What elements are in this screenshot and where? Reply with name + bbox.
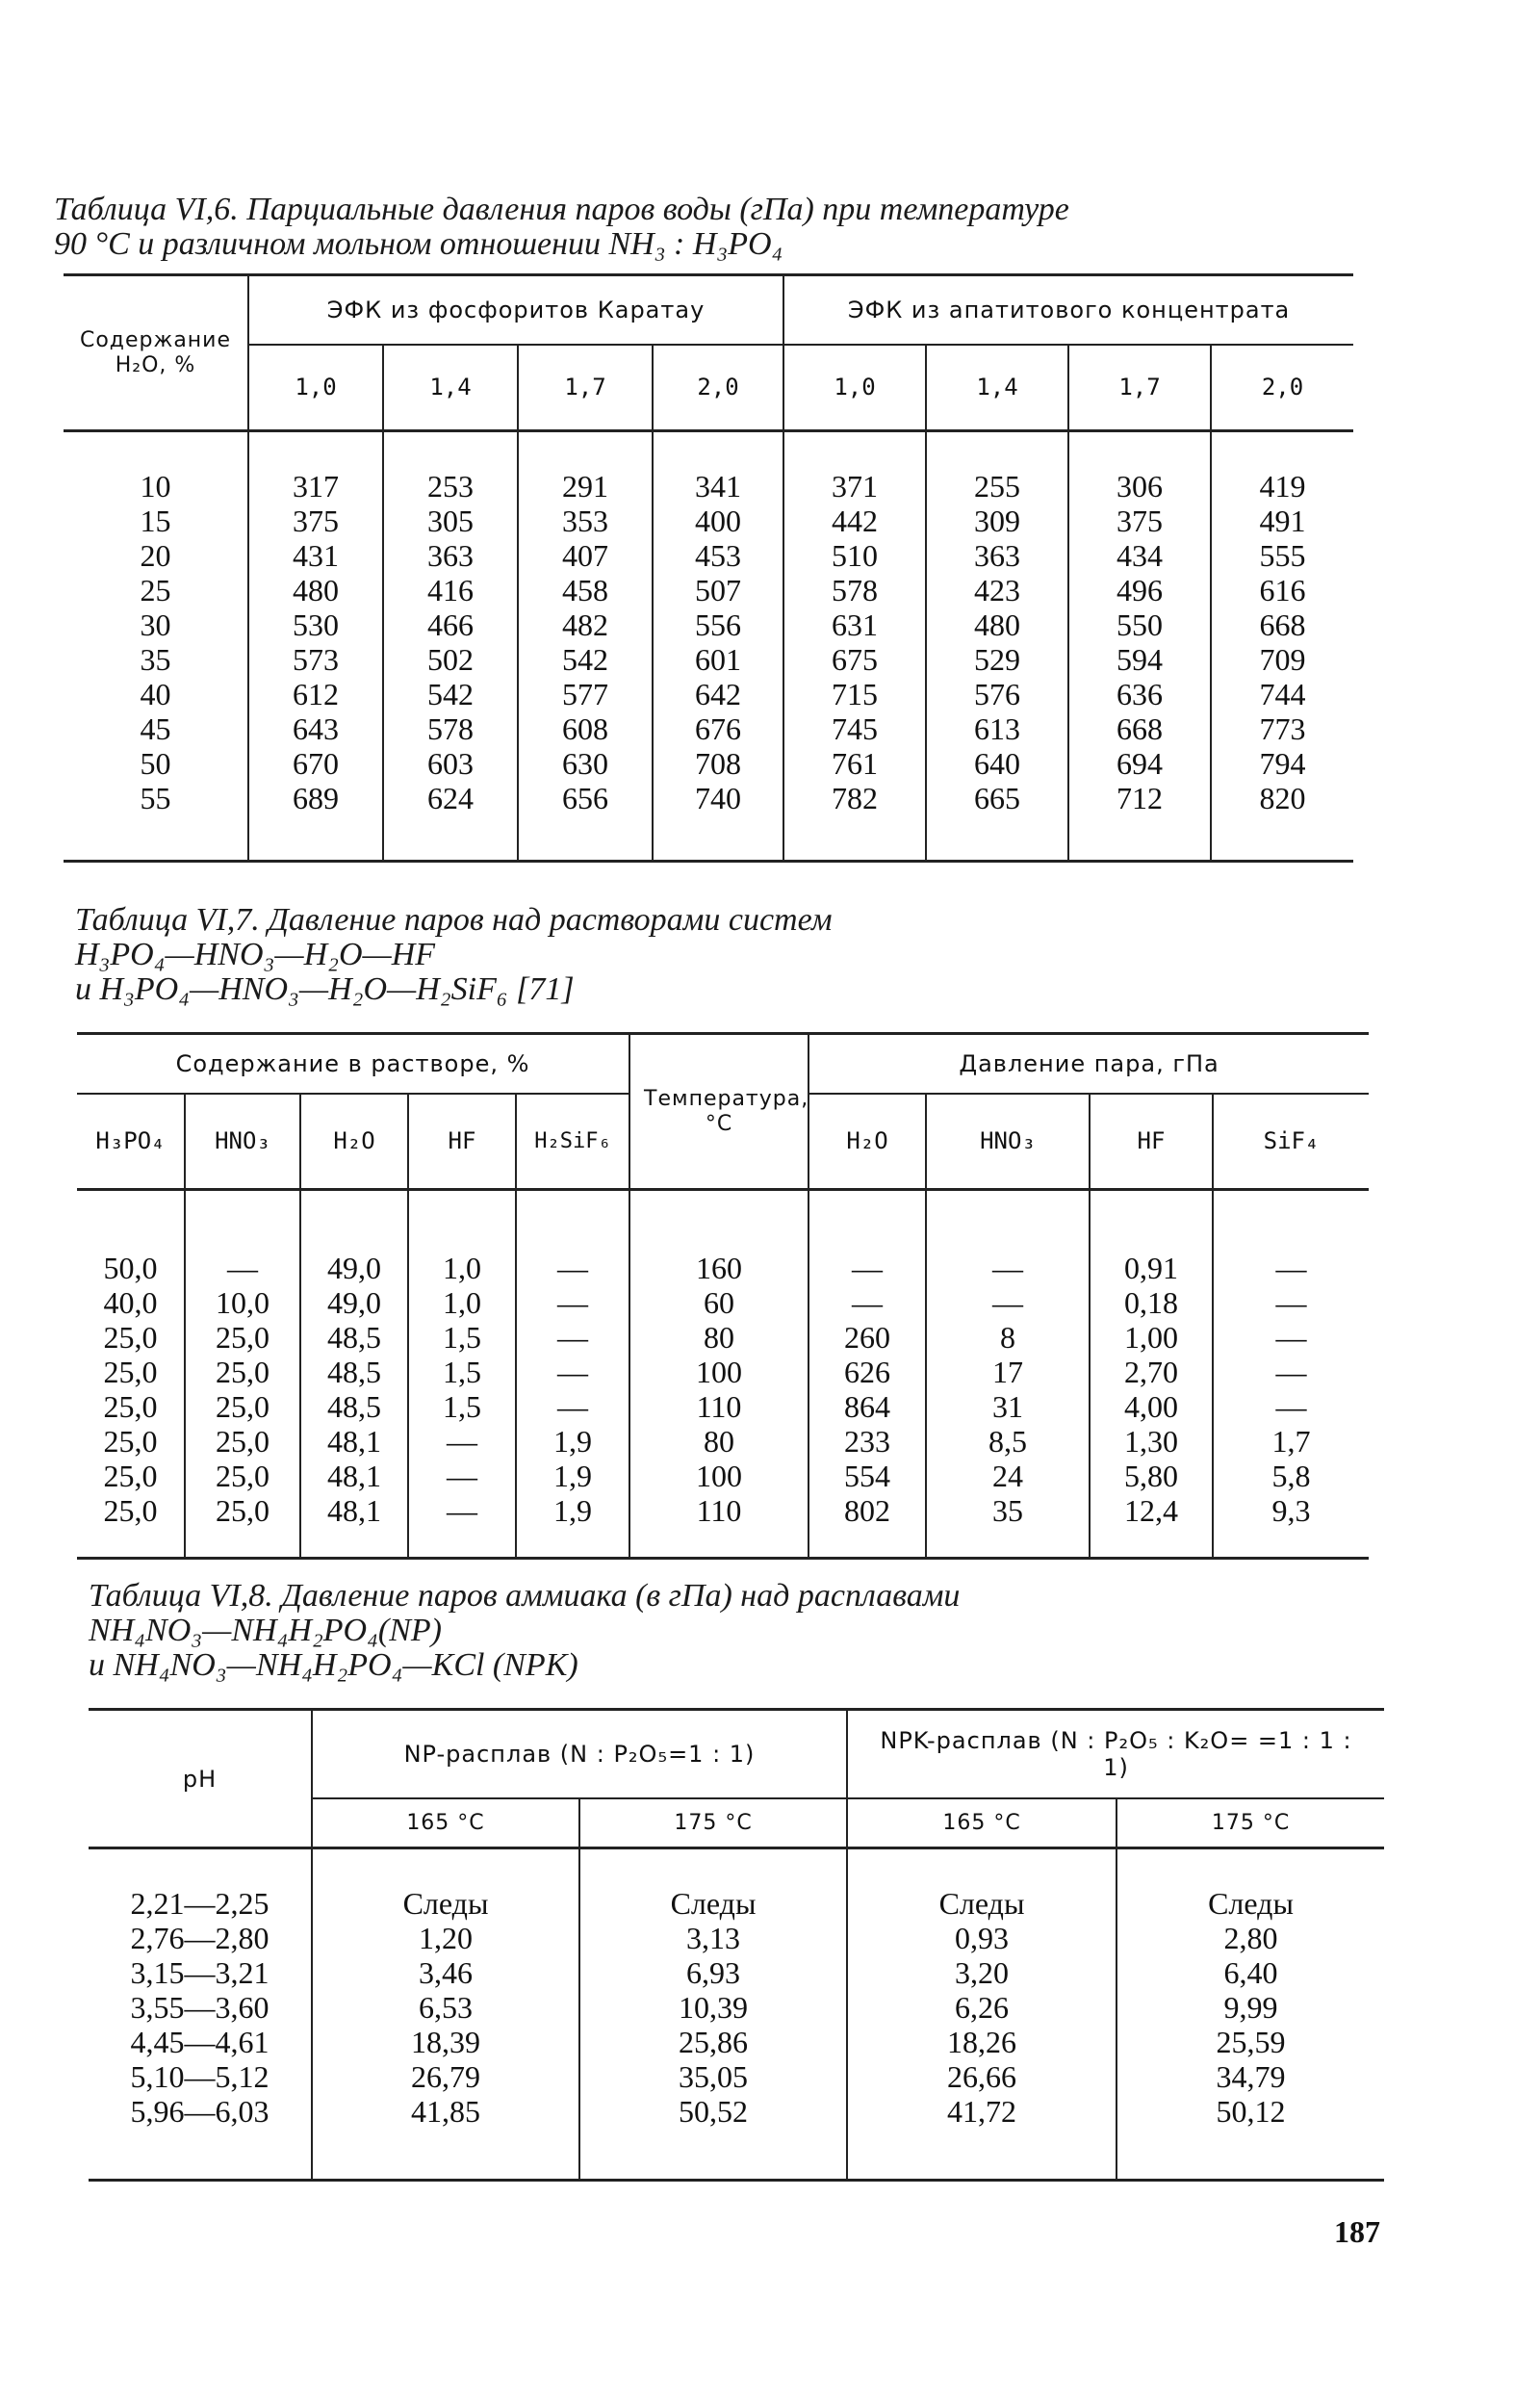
- table-cell: 5,8: [1271, 1459, 1311, 1493]
- table-cell: 665: [974, 781, 1021, 815]
- table-cell: 482: [562, 607, 608, 642]
- table-cell: 6,26: [955, 1990, 1010, 2025]
- table-cell: 491: [1259, 504, 1306, 538]
- table8-ph-header: pH: [182, 1765, 218, 1793]
- table-cell: 309: [974, 504, 1021, 538]
- table-cell: 442: [832, 504, 879, 538]
- caption-line: H₃PO₄—HNO₃—H₂O—HF: [75, 937, 436, 972]
- table-cell: 353: [562, 504, 608, 538]
- table-cell: 626: [844, 1355, 890, 1389]
- table-cell: 110: [696, 1493, 742, 1528]
- table7-column: [408, 1190, 516, 1559]
- table8-temp-header: 175 °C: [1116, 1798, 1384, 1848]
- table-cell: 6,40: [1223, 1955, 1278, 1990]
- table-cell: 48,5: [327, 1355, 381, 1389]
- table6-ratio-header: 1,7: [518, 345, 653, 431]
- table-cell: 41,72: [947, 2094, 1017, 2129]
- table-cell: 160: [696, 1251, 742, 1285]
- table-cell: 6,93: [686, 1955, 740, 1990]
- table-cell: 25,0: [103, 1355, 158, 1389]
- table-cell: 4,00: [1124, 1389, 1178, 1424]
- table6-ratio-header: 2,0: [1211, 345, 1353, 431]
- caption-line: Таблица VI,7. Давление паров над растворами систем: [75, 902, 833, 938]
- table-cell: 375: [1116, 504, 1164, 538]
- table-cell: 25,0: [216, 1355, 270, 1389]
- table7-sub-header: SiF₄: [1213, 1094, 1369, 1190]
- table-cell: 25: [140, 573, 171, 607]
- table-cell: 502: [427, 642, 474, 677]
- table-cell: 41,85: [411, 2094, 480, 2129]
- table-cell: 49,0: [327, 1285, 381, 1320]
- table6-ratio-header: 1,0: [248, 345, 383, 431]
- table-cell: 110: [696, 1389, 742, 1424]
- table-cell: 48,1: [327, 1424, 381, 1459]
- table-cell: 25,0: [103, 1424, 158, 1459]
- table6-body: [64, 431, 1353, 862]
- table-cell: 9,3: [1271, 1493, 1311, 1528]
- table-cell: —: [992, 1285, 1023, 1320]
- table-cell: 400: [695, 504, 742, 538]
- table-cell: 761: [832, 746, 879, 781]
- table-cell: 542: [427, 677, 474, 711]
- table6-column: [1068, 431, 1211, 862]
- table-cell: 676: [695, 711, 742, 746]
- table-cell: 291: [562, 469, 608, 504]
- table-cell: 507: [695, 573, 742, 607]
- table-cell: 10,39: [679, 1990, 748, 2025]
- caption-line: 90 °C и различном мольном отношении NH₃ : H₃PO₄: [54, 226, 783, 262]
- table6-ratio-header: 2,0: [653, 345, 783, 431]
- table-cell: 612: [293, 677, 339, 711]
- table-cell: 8,5: [988, 1424, 1027, 1459]
- table8-npk-header: NPK-расплав (N : P₂O₅ : K₂O= =1 : 1 : 1): [847, 1710, 1384, 1798]
- table-cell: 1,0: [443, 1251, 481, 1285]
- table-cell: 25,0: [216, 1424, 270, 1459]
- table-cell: 419: [1259, 469, 1306, 504]
- table-cell: 642: [695, 677, 742, 711]
- table-cell: 1,5: [443, 1320, 481, 1355]
- table8-column: [579, 1848, 847, 2181]
- table-cell: 100: [696, 1459, 742, 1493]
- table-cell: 1,9: [553, 1459, 592, 1493]
- table-cell: 616: [1259, 573, 1306, 607]
- table-cell: 556: [695, 607, 742, 642]
- table-cell: 3,46: [419, 1955, 473, 1990]
- table-cell: 423: [974, 573, 1021, 607]
- table-cell: 453: [695, 538, 742, 573]
- table-cell: 25,0: [103, 1493, 158, 1528]
- table-cell: 740: [695, 781, 742, 815]
- caption-line: NH₄NO₃—NH₄H₂PO₄(NP): [89, 1613, 442, 1648]
- table-cell: 431: [293, 538, 339, 573]
- table-cell: 26,79: [411, 2059, 480, 2094]
- table-cell: 745: [832, 711, 879, 746]
- table-cell: 48,5: [327, 1389, 381, 1424]
- table-cell: 2,80: [1223, 1921, 1278, 1955]
- table-cell: 643: [293, 711, 339, 746]
- table6-column: [383, 431, 518, 862]
- table7: [77, 1032, 1369, 1560]
- table-cell: 529: [974, 642, 1021, 677]
- table-cell: 802: [844, 1493, 890, 1528]
- table-cell: 624: [427, 781, 474, 815]
- table-cell: 1,7: [1271, 1424, 1311, 1459]
- table7-column: [516, 1190, 629, 1559]
- table6-col0-header: Содержание H₂O, %: [64, 275, 248, 431]
- table-cell: 31: [992, 1389, 1023, 1424]
- table-cell: 550: [1116, 607, 1164, 642]
- table-cell: 577: [562, 677, 608, 711]
- table-cell: 80: [704, 1320, 734, 1355]
- table8: [89, 1708, 1384, 2182]
- table-cell: 25,0: [103, 1320, 158, 1355]
- table7-sub-header: H₂O: [300, 1094, 408, 1190]
- table-cell: —: [447, 1459, 477, 1493]
- table8-column: [847, 1848, 1116, 2181]
- table-cell: 416: [427, 573, 474, 607]
- table-cell: 60: [704, 1285, 734, 1320]
- table6-group2-header: ЭФК из апатитового концентрата: [783, 275, 1353, 345]
- table-cell: 631: [832, 607, 879, 642]
- caption-line: и H₃PO₄—HNO₃—H₂O—H₂SiF₆ [71]: [75, 971, 575, 1007]
- table7-sub-header: H₂SiF₆: [516, 1094, 629, 1190]
- table-cell: 578: [427, 711, 474, 746]
- table-cell: 1,30: [1124, 1424, 1178, 1459]
- table7-column: [300, 1190, 408, 1559]
- table-cell: 712: [1116, 781, 1164, 815]
- table-cell: 1,5: [443, 1355, 481, 1389]
- table-cell: 864: [844, 1389, 890, 1424]
- table-cell: 363: [974, 538, 1021, 573]
- table-cell: 25,0: [216, 1459, 270, 1493]
- table7-body: [77, 1190, 1369, 1559]
- table-cell: 48,5: [327, 1320, 381, 1355]
- table-cell: 601: [695, 642, 742, 677]
- table-cell: —: [557, 1320, 588, 1355]
- table-cell: 594: [1116, 642, 1164, 677]
- table-cell: 10: [140, 469, 171, 504]
- table-cell: 375: [293, 504, 339, 538]
- table-cell: 25,86: [679, 2025, 748, 2059]
- table-cell: 50,0: [103, 1251, 158, 1285]
- table-cell: 670: [293, 746, 339, 781]
- table-cell: 35,05: [679, 2059, 748, 2094]
- table7-group2-header: Давление пара, гПа: [808, 1034, 1369, 1094]
- table6-column: [518, 431, 653, 862]
- table-cell: 782: [832, 781, 879, 815]
- table8-body: [89, 1848, 1384, 2181]
- table7-sub-header: HF: [408, 1094, 516, 1190]
- table-cell: —: [1275, 1285, 1307, 1320]
- table-cell: 3,13: [686, 1921, 740, 1955]
- table-cell: 50,52: [679, 2094, 748, 2129]
- table8-temp-header: 165 °C: [847, 1798, 1116, 1848]
- table-cell: 24: [992, 1459, 1023, 1493]
- table-cell: 773: [1259, 711, 1306, 746]
- table6-column: [783, 431, 926, 862]
- table-cell: 49,0: [327, 1251, 381, 1285]
- table-cell: 794: [1259, 746, 1306, 781]
- table-cell: —: [1275, 1355, 1307, 1389]
- table-cell: 341: [695, 469, 742, 504]
- table-cell: 407: [562, 538, 608, 573]
- table-cell: 608: [562, 711, 608, 746]
- table-cell: 25,0: [216, 1320, 270, 1355]
- table-cell: 3,20: [955, 1955, 1010, 1990]
- table-cell: 1,9: [553, 1493, 592, 1528]
- table7-column: [1090, 1190, 1213, 1559]
- table-cell: 613: [974, 711, 1021, 746]
- table-cell: 0,18: [1124, 1285, 1178, 1320]
- table-cell: —: [447, 1493, 477, 1528]
- table-cell: —: [557, 1285, 588, 1320]
- table-cell: —: [852, 1285, 883, 1320]
- table-cell: 3,55—3,60: [130, 1990, 270, 2025]
- table7-sub-header: HF: [1090, 1094, 1213, 1190]
- table-cell: Следы: [1208, 1886, 1294, 1921]
- table8-column: [1116, 1848, 1384, 2181]
- table6-ratio-header: 1,4: [926, 345, 1068, 431]
- table7-group1-header: Содержание в растворе, %: [77, 1034, 629, 1094]
- table-cell: 363: [427, 538, 474, 573]
- table-cell: 255: [974, 469, 1021, 504]
- table-cell: 480: [974, 607, 1021, 642]
- table-cell: 17: [992, 1355, 1023, 1389]
- table-cell: 50,12: [1216, 2094, 1286, 2129]
- table8-np-header: NP-расплав (N : P₂O₅=1 : 1): [312, 1710, 847, 1798]
- table-cell: 10,0: [216, 1285, 270, 1320]
- table-cell: 5,80: [1124, 1459, 1178, 1493]
- table-cell: 1,9: [553, 1424, 592, 1459]
- table-cell: 8: [1000, 1320, 1015, 1355]
- caption-line: и NH₄NO₃—NH₄H₂PO₄—KCl (NPK): [89, 1647, 578, 1683]
- table-cell: —: [557, 1355, 588, 1389]
- table-cell: 573: [293, 642, 339, 677]
- table-cell: 542: [562, 642, 608, 677]
- table-cell: 630: [562, 746, 608, 781]
- table6-ratio-header: 1,4: [383, 345, 518, 431]
- table-cell: 5,10—5,12: [130, 2059, 270, 2094]
- table-cell: 9,99: [1223, 1990, 1278, 2025]
- table8-column: [89, 1848, 312, 2181]
- table7-temp-header: Температура, °C: [629, 1034, 808, 1190]
- table-cell: 25,59: [1216, 2025, 1286, 2059]
- table7-column: [629, 1190, 808, 1559]
- table6-ratio-header: 1,7: [1068, 345, 1211, 431]
- table6-column: [1211, 431, 1353, 862]
- table6-ratio-header: 1,0: [783, 345, 926, 431]
- table-cell: 12,4: [1124, 1493, 1178, 1528]
- table7-caption: [75, 903, 1134, 1007]
- table-cell: 466: [427, 607, 474, 642]
- table-cell: 668: [1259, 607, 1306, 642]
- table-cell: —: [1275, 1389, 1307, 1424]
- table-cell: 80: [704, 1424, 734, 1459]
- table-cell: 0,91: [1124, 1251, 1178, 1285]
- table-cell: 0,93: [955, 1921, 1010, 1955]
- table-cell: 3,15—3,21: [130, 1955, 270, 1990]
- table7-sub-header: HNO₃: [926, 1094, 1090, 1190]
- caption-line: Таблица VI,6. Парциальные давления паров воды (гПа) при температуре: [54, 192, 1069, 227]
- table-cell: 640: [974, 746, 1021, 781]
- table-cell: 15: [140, 504, 171, 538]
- table-cell: 20: [140, 538, 171, 573]
- table-cell: 2,76—2,80: [130, 1921, 270, 1955]
- table-cell: 306: [1116, 469, 1164, 504]
- table6-column: [926, 431, 1068, 862]
- table6-caption: [54, 193, 1363, 262]
- table-cell: 40: [140, 677, 171, 711]
- table-cell: 708: [695, 746, 742, 781]
- table-cell: 2,70: [1124, 1355, 1178, 1389]
- table-cell: 371: [832, 469, 879, 504]
- table-cell: 715: [832, 677, 879, 711]
- table-cell: Следы: [938, 1886, 1025, 1921]
- table-cell: 30: [140, 607, 171, 642]
- table-cell: 6,53: [419, 1990, 473, 2025]
- table-cell: 744: [1259, 677, 1306, 711]
- table-cell: 260: [844, 1320, 890, 1355]
- table-cell: 25,0: [216, 1493, 270, 1528]
- table-cell: 4,45—4,61: [130, 2025, 270, 2059]
- table-cell: 689: [293, 781, 339, 815]
- table-cell: 554: [844, 1459, 890, 1493]
- table-cell: 636: [1116, 677, 1164, 711]
- table8-column: [312, 1848, 579, 2181]
- table-cell: 480: [293, 573, 339, 607]
- table-cell: —: [447, 1424, 477, 1459]
- table6-column: [248, 431, 383, 862]
- table8-temp-header: 165 °C: [312, 1798, 579, 1848]
- table7-column: [1213, 1190, 1369, 1559]
- table-cell: 48,1: [327, 1493, 381, 1528]
- table6-column: [64, 431, 248, 862]
- table-cell: 35: [140, 642, 171, 677]
- table-cell: 2,21—2,25: [130, 1886, 270, 1921]
- table7-column: [77, 1190, 185, 1559]
- table-cell: 656: [562, 781, 608, 815]
- table-cell: —: [557, 1251, 588, 1285]
- table-cell: 5,96—6,03: [130, 2094, 270, 2129]
- table7-column: [185, 1190, 300, 1559]
- table7-sub-header: H₂O: [808, 1094, 926, 1190]
- table-cell: 675: [832, 642, 879, 677]
- table6-group1-header: ЭФК из фосфоритов Каратау: [248, 275, 783, 345]
- table6-column: [653, 431, 783, 862]
- table-cell: —: [227, 1251, 258, 1285]
- table-cell: 603: [427, 746, 474, 781]
- table-cell: 317: [293, 469, 339, 504]
- table8-caption: [89, 1579, 1244, 1683]
- table7-column: [926, 1190, 1090, 1559]
- table-cell: 820: [1259, 781, 1306, 815]
- table-cell: 48,1: [327, 1459, 381, 1493]
- table8-temp-header: 175 °C: [579, 1798, 847, 1848]
- table-cell: 100: [696, 1355, 742, 1389]
- table-cell: 668: [1116, 711, 1164, 746]
- table-cell: 26,66: [947, 2059, 1017, 2094]
- table-cell: 25,0: [216, 1389, 270, 1424]
- table-cell: 18,39: [411, 2025, 480, 2059]
- table-cell: 530: [293, 607, 339, 642]
- table-cell: —: [992, 1251, 1023, 1285]
- table-cell: —: [1275, 1320, 1307, 1355]
- table-cell: 50: [140, 746, 171, 781]
- table-cell: 694: [1116, 746, 1164, 781]
- table6: [64, 273, 1353, 863]
- table-cell: 434: [1116, 538, 1164, 573]
- table-cell: 496: [1116, 573, 1164, 607]
- table-cell: 305: [427, 504, 474, 538]
- table-cell: —: [557, 1389, 588, 1424]
- table-cell: 1,5: [443, 1389, 481, 1424]
- table-cell: 18,26: [947, 2025, 1017, 2059]
- table-cell: 458: [562, 573, 608, 607]
- caption-line: Таблица VI,8. Давление паров аммиака (в гПа) над расплавами: [89, 1578, 961, 1614]
- table7-column: [808, 1190, 926, 1559]
- table-cell: 34,79: [1216, 2059, 1286, 2094]
- table-cell: 1,00: [1124, 1320, 1178, 1355]
- table-cell: 576: [974, 677, 1021, 711]
- table-cell: 25,0: [103, 1389, 158, 1424]
- table-cell: 555: [1259, 538, 1306, 573]
- table-cell: 45: [140, 711, 171, 746]
- table-cell: 1,20: [419, 1921, 473, 1955]
- table-cell: —: [1275, 1251, 1307, 1285]
- page-number: 187: [1334, 2214, 1380, 2249]
- table-cell: —: [852, 1251, 883, 1285]
- table-cell: 233: [844, 1424, 890, 1459]
- table-cell: 510: [832, 538, 879, 573]
- table-cell: Следы: [402, 1886, 489, 1921]
- table-cell: 578: [832, 573, 879, 607]
- table-cell: 1,0: [443, 1285, 481, 1320]
- table-cell: 55: [140, 781, 171, 815]
- table-cell: 40,0: [103, 1285, 158, 1320]
- table-cell: 709: [1259, 642, 1306, 677]
- table-cell: Следы: [670, 1886, 757, 1921]
- table-cell: 35: [992, 1493, 1023, 1528]
- table7-sub-header: HNO₃: [185, 1094, 300, 1190]
- table-cell: 25,0: [103, 1459, 158, 1493]
- table-cell: 253: [427, 469, 474, 504]
- table7-sub-header: H₃PO₄: [95, 1127, 166, 1155]
